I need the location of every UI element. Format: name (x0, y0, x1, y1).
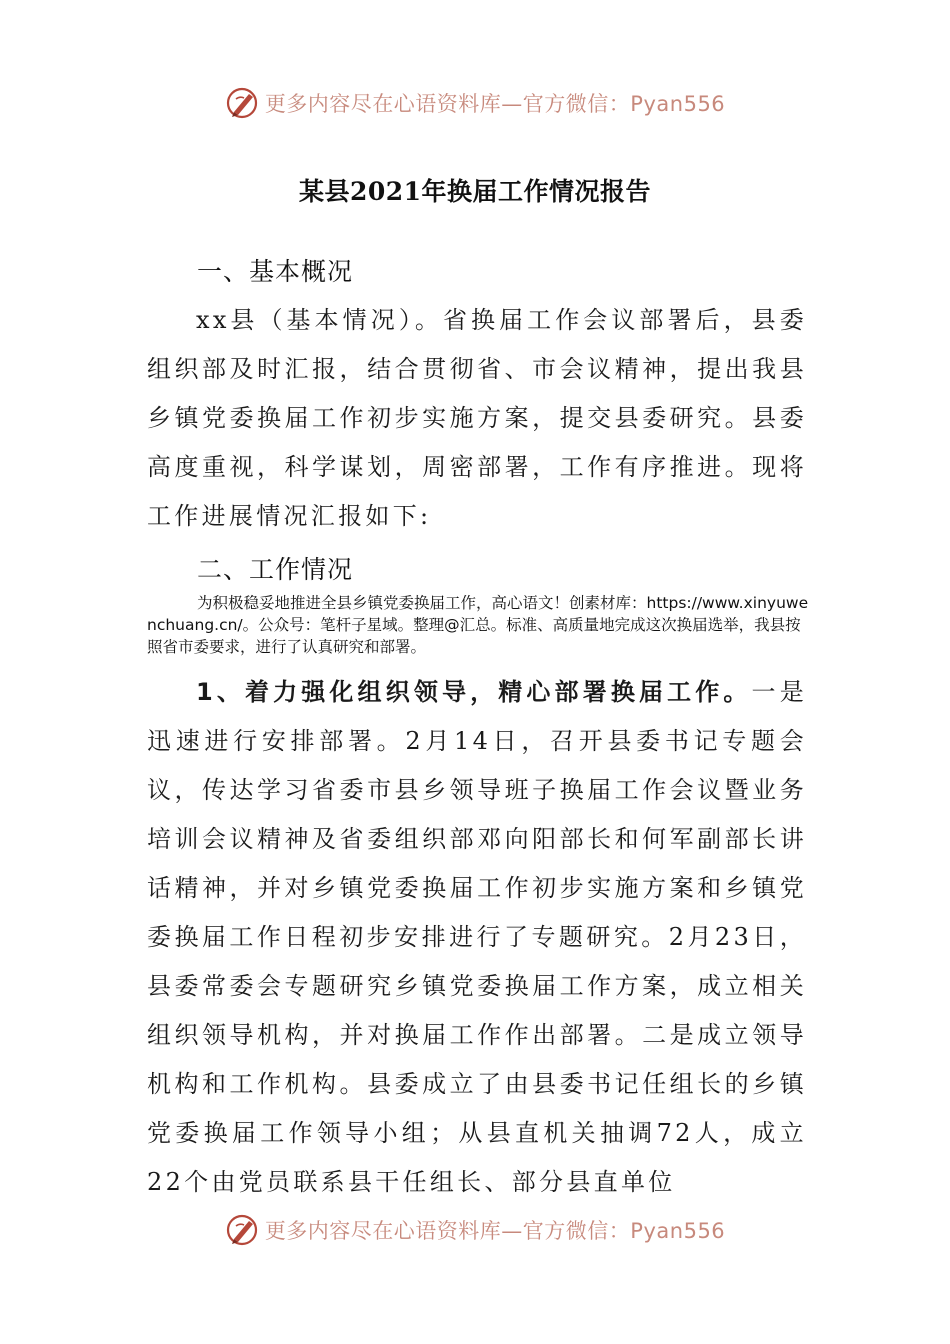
item1-body: 一是迅速进行安排部署。2月14日，召开县委书记专题会议，传达学习省委市县乡领导班子换届工作会议暨业务培训会议精神及省委组织部邓向阳部长和何军副部长讲话精神，并对乡镇党委换届工作初步实施方案和乡镇党委换届工作日程初步安排进行了专题研究。2月23日，县委常委会专题研究乡镇党委换届工作方案，成立相关组织领导机构，并对换届工作作出部署。二是成立领导机构和工作机构。县委成立了由县委书记任组长的乡镇党委换届工作领导小组；从县直机关抽调72人，成立22个由党员联系县干任组长、部分县直单位 (147, 678, 807, 1196)
watermark-banner-top (0, 78, 950, 128)
pen-logo-icon (225, 85, 261, 121)
watermark-banner-bottom (0, 1205, 950, 1255)
section1-paragraph: xx县（基本情况）。省换届工作会议部署后，县委组织部及时汇报，结合贯彻省、市会议精神，提出我县乡镇党委换届工作初步实施方案，提交县委研究。县委高度重视，科学谋划，周密部署，工作有序推进。现将工作进展情况汇报如下: (147, 306, 807, 530)
watermark-text: 更多内容尽在心语资料库—官方微信：Pyan556 (264, 92, 726, 116)
item1-paragraph (147, 668, 807, 1207)
section-heading-work-status: 二、工作情况 (197, 555, 354, 584)
item1-title: 1、着力强化组织领导，精心部署换届工作。 (196, 678, 752, 706)
document-title: 某县2021年换届工作情况报告 (298, 177, 652, 206)
pen-logo-icon (225, 1212, 261, 1248)
section-heading-basic-overview: 一、基本概况 (197, 257, 354, 286)
section2-intro-paragraph: 为积极稳妥地推进全县乡镇党委换届工作，高心语文！创素材库：https://www.xinyuwenchuang.cn/。公众号：笔杆子星域。整理@汇总。标准、高质量地完成这次换届选举，我县按照省市委要求，进行了认真研究和部署。 (147, 594, 809, 656)
watermark-text: 更多内容尽在心语资料库—官方微信：Pyan556 (264, 1219, 726, 1243)
